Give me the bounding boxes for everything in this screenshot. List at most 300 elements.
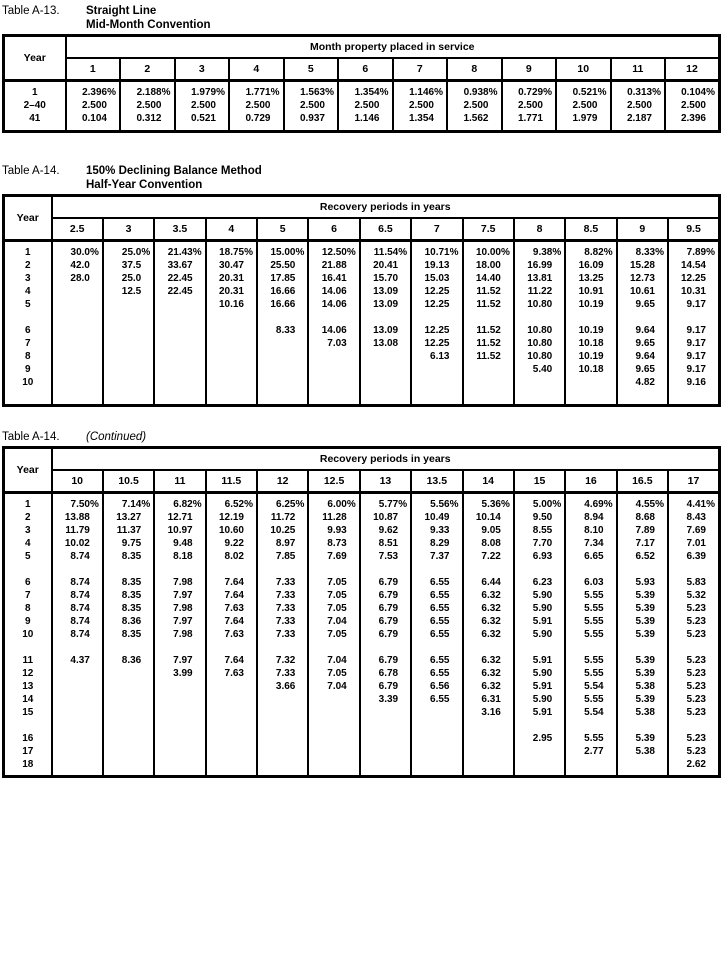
value-cell: 5.77%: [360, 493, 411, 512]
value-cell: 10.61: [617, 285, 668, 298]
value-cell: 13.08: [360, 337, 411, 350]
value-cell: 6.55: [411, 602, 462, 615]
value-cell: 13.27: [103, 511, 154, 524]
value-cell: 12.71: [154, 511, 205, 524]
column-header: 9: [502, 58, 557, 81]
column-header: 10.5: [103, 470, 154, 493]
value-cell: [206, 732, 257, 745]
value-cell: 8.74: [52, 628, 103, 641]
value-cell: [257, 363, 308, 376]
value-cell: 7.04: [308, 680, 359, 693]
value-cell: [103, 732, 154, 745]
value-cell: 9.33: [411, 524, 462, 537]
value-cell: [154, 337, 205, 350]
value-cell: [257, 693, 308, 706]
value-cell: 9.75: [103, 537, 154, 550]
value-cell: 6.79: [360, 589, 411, 602]
value-cell: 7.33: [257, 602, 308, 615]
value-cell: 7.33: [257, 576, 308, 589]
declining-balance-half-year-table-continued: [2, 446, 721, 778]
value-cell: 5.23: [668, 654, 720, 667]
value-cell: 9.65: [617, 298, 668, 311]
table-a14-continued-caption: [2, 430, 722, 444]
value-cell: 1.771%: [229, 81, 284, 100]
value-cell: 7.64: [206, 576, 257, 589]
column-header: 4: [229, 58, 284, 81]
value-cell: [360, 376, 411, 406]
value-cell: 6.44: [463, 576, 514, 589]
value-cell: 10.71%: [411, 241, 462, 260]
value-cell: [514, 745, 565, 758]
spacer-row: [4, 563, 720, 576]
column-header: 12.5: [308, 470, 359, 493]
value-cell: 14.06: [308, 298, 359, 311]
value-cell: 7.85: [257, 550, 308, 563]
value-cell: 2.77: [565, 745, 616, 758]
value-cell: [360, 732, 411, 745]
value-cell: 5.56%: [411, 493, 462, 512]
spacer-cell: [411, 311, 462, 324]
value-cell: 0.521: [175, 112, 230, 132]
value-cell: 11.72: [257, 511, 308, 524]
value-cell: 13.88: [52, 511, 103, 524]
value-cell: 6.79: [360, 576, 411, 589]
year-cell: 14: [4, 693, 52, 706]
value-cell: 5.55: [565, 602, 616, 615]
value-cell: 6.65: [565, 550, 616, 563]
value-cell: 2.500: [284, 99, 339, 112]
value-cell: 2.500: [556, 99, 611, 112]
value-cell: 1.979: [556, 112, 611, 132]
value-cell: 6.55: [411, 628, 462, 641]
value-cell: 10.97: [154, 524, 205, 537]
column-header: 13: [360, 470, 411, 493]
year-cell: 3: [4, 272, 52, 285]
value-cell: 16.66: [257, 285, 308, 298]
value-cell: 5.55: [565, 693, 616, 706]
value-cell: 5.23: [668, 732, 720, 745]
value-cell: 9.22: [206, 537, 257, 550]
value-cell: 5.38: [617, 680, 668, 693]
value-cell: 7.14%: [103, 493, 154, 512]
value-cell: 6.79: [360, 602, 411, 615]
table-row: [4, 272, 720, 285]
value-cell: 11.52: [463, 350, 514, 363]
value-cell: 9.17: [668, 350, 720, 363]
value-cell: 11.52: [463, 337, 514, 350]
spacer-cell: [52, 719, 103, 732]
value-cell: 2.95: [514, 732, 565, 745]
spacer-cell: [411, 563, 462, 576]
value-cell: [52, 680, 103, 693]
year-cell: 1: [4, 493, 52, 512]
value-cell: [103, 667, 154, 680]
value-cell: 6.82%: [154, 493, 205, 512]
spacer-cell: [206, 311, 257, 324]
value-cell: 7.69: [668, 524, 720, 537]
value-cell: 2.500: [66, 99, 121, 112]
value-cell: 8.33%: [617, 241, 668, 260]
value-cell: 7.34: [565, 537, 616, 550]
value-cell: [257, 350, 308, 363]
value-cell: 7.89: [617, 524, 668, 537]
spacer-row: [4, 641, 720, 654]
value-cell: 6.55: [411, 654, 462, 667]
column-header: 2: [120, 58, 175, 81]
column-header: 3: [175, 58, 230, 81]
year-column-header: Year: [4, 36, 66, 81]
value-cell: 21.43%: [154, 241, 205, 260]
value-cell: 7.37: [411, 550, 462, 563]
year-cell: 9: [4, 363, 52, 376]
spacer-cell: [308, 641, 359, 654]
value-cell: 8.74: [52, 615, 103, 628]
value-cell: 5.23: [668, 628, 720, 641]
table-a14-continued-label: Table A-14.: [2, 431, 60, 443]
value-cell: 0.521%: [556, 81, 611, 100]
value-cell: 22.45: [154, 285, 205, 298]
value-cell: 7.64: [206, 615, 257, 628]
value-cell: 7.97: [154, 615, 205, 628]
value-cell: 2.500: [665, 99, 720, 112]
value-cell: 5.36%: [463, 493, 514, 512]
value-cell: 2.187: [611, 112, 666, 132]
value-cell: 10.18: [565, 363, 616, 376]
table-row: [4, 745, 720, 758]
value-cell: 8.08: [463, 537, 514, 550]
value-cell: 6.25%: [257, 493, 308, 512]
spacer-cell: [360, 641, 411, 654]
column-header: 5: [257, 218, 308, 241]
value-cell: 7.05: [308, 576, 359, 589]
table-row: [4, 706, 720, 719]
value-cell: 25.0%: [103, 241, 154, 260]
value-cell: [308, 693, 359, 706]
value-cell: [257, 732, 308, 745]
value-cell: [154, 732, 205, 745]
spacer-cell: [257, 719, 308, 732]
value-cell: [206, 706, 257, 719]
value-cell: 9.48: [154, 537, 205, 550]
table-row: [4, 732, 720, 745]
value-cell: 5.91: [514, 680, 565, 693]
value-cell: 5.55: [565, 732, 616, 745]
year-cell: 8: [4, 350, 52, 363]
spacer-cell: [565, 311, 616, 324]
declining-balance-half-year-table: [2, 194, 721, 407]
column-header: 12: [257, 470, 308, 493]
value-cell: [257, 745, 308, 758]
value-cell: 7.97: [154, 654, 205, 667]
value-cell: 6.39: [668, 550, 720, 563]
spacer-cell: [668, 563, 720, 576]
table-row: [4, 285, 720, 298]
value-cell: [154, 376, 205, 406]
column-header: 7: [393, 58, 448, 81]
value-cell: [154, 324, 205, 337]
value-cell: 4.69%: [565, 493, 616, 512]
value-cell: 9.64: [617, 324, 668, 337]
year-cell: 10: [4, 376, 52, 406]
table-row: [4, 537, 720, 550]
value-cell: 5.55: [565, 589, 616, 602]
value-cell: 12.50%: [308, 241, 359, 260]
value-cell: [411, 732, 462, 745]
spacer-cell: [514, 719, 565, 732]
value-cell: 7.50%: [52, 493, 103, 512]
value-cell: 2.500: [502, 99, 557, 112]
table-row: [4, 615, 720, 628]
value-cell: 8.73: [308, 537, 359, 550]
value-cell: [103, 298, 154, 311]
column-header: 6.5: [360, 218, 411, 241]
table-row: [4, 112, 720, 132]
value-cell: 8.29: [411, 537, 462, 550]
value-cell: 7.22: [463, 550, 514, 563]
value-cell: 2.500: [229, 99, 284, 112]
value-cell: [154, 363, 205, 376]
table-row: [4, 589, 720, 602]
value-cell: 1.979%: [175, 81, 230, 100]
value-cell: 20.31: [206, 272, 257, 285]
value-cell: 10.87: [360, 511, 411, 524]
value-cell: 9.17: [668, 324, 720, 337]
value-cell: 7.04: [308, 615, 359, 628]
value-cell: [463, 363, 514, 376]
year-cell: 5: [4, 298, 52, 311]
value-cell: 8.35: [103, 602, 154, 615]
value-cell: [308, 350, 359, 363]
spacer-cell: [4, 311, 52, 324]
value-cell: 8.74: [52, 589, 103, 602]
value-cell: 9.65: [617, 363, 668, 376]
value-cell: 14.54: [668, 259, 720, 272]
value-cell: [411, 745, 462, 758]
value-cell: 0.312: [120, 112, 175, 132]
column-header: 10: [556, 58, 611, 81]
spacer-cell: [4, 641, 52, 654]
value-cell: [52, 758, 103, 777]
column-header: 7.5: [463, 218, 514, 241]
value-cell: [103, 350, 154, 363]
spacer-cell: [565, 641, 616, 654]
value-cell: 9.65: [617, 337, 668, 350]
value-cell: 7.01: [668, 537, 720, 550]
value-cell: [52, 363, 103, 376]
year-cell: 7: [4, 337, 52, 350]
value-cell: 11.52: [463, 324, 514, 337]
value-cell: 5.55: [565, 654, 616, 667]
value-cell: 6.79: [360, 654, 411, 667]
value-cell: 5.38: [617, 745, 668, 758]
value-cell: 7.63: [206, 628, 257, 641]
value-cell: 10.00%: [463, 241, 514, 260]
value-cell: 8.02: [206, 550, 257, 563]
value-cell: 9.93: [308, 524, 359, 537]
value-cell: 5.90: [514, 602, 565, 615]
value-cell: 10.31: [668, 285, 720, 298]
value-cell: 5.90: [514, 667, 565, 680]
spacer-cell: [617, 563, 668, 576]
value-cell: 6.23: [514, 576, 565, 589]
spacer-cell: [257, 311, 308, 324]
table-a13-title-line2: Mid-Month Convention: [86, 19, 211, 31]
spacer-cell: [52, 311, 103, 324]
year-cell: 11: [4, 654, 52, 667]
value-cell: [154, 298, 205, 311]
table-a14-caption: [2, 164, 722, 192]
value-cell: 8.74: [52, 602, 103, 615]
value-cell: 6.52%: [206, 493, 257, 512]
table-a13-label: Table A-13.: [2, 5, 60, 17]
value-cell: 11.54%: [360, 241, 411, 260]
value-cell: [154, 745, 205, 758]
value-cell: [514, 758, 565, 777]
value-cell: 10.19: [565, 298, 616, 311]
year-cell: 4: [4, 537, 52, 550]
value-cell: 2.500: [611, 99, 666, 112]
value-cell: 13.25: [565, 272, 616, 285]
value-cell: 15.00%: [257, 241, 308, 260]
value-cell: [52, 693, 103, 706]
column-header: 9: [617, 218, 668, 241]
value-cell: [52, 337, 103, 350]
value-cell: [360, 363, 411, 376]
value-cell: 4.55%: [617, 493, 668, 512]
year-cell: 2–40: [4, 99, 66, 112]
value-cell: 6.32: [463, 667, 514, 680]
value-cell: 12.5: [103, 285, 154, 298]
value-cell: 9.17: [668, 337, 720, 350]
value-cell: 3.99: [154, 667, 205, 680]
spacer-cell: [206, 563, 257, 576]
year-column-header: Year: [4, 196, 52, 241]
table-a14-title: [86, 164, 262, 192]
value-cell: 3.66: [257, 680, 308, 693]
value-cell: 15.28: [617, 259, 668, 272]
value-cell: 4.82: [617, 376, 668, 406]
value-cell: [360, 745, 411, 758]
value-cell: 0.313%: [611, 81, 666, 100]
value-cell: 21.88: [308, 259, 359, 272]
spacer-cell: [463, 563, 514, 576]
value-cell: [360, 758, 411, 777]
column-header: 13.5: [411, 470, 462, 493]
value-cell: 6.00%: [308, 493, 359, 512]
value-cell: [206, 363, 257, 376]
value-cell: 1.562: [447, 112, 502, 132]
value-cell: 5.54: [565, 680, 616, 693]
value-cell: [103, 337, 154, 350]
value-cell: 2.500: [338, 99, 393, 112]
value-cell: 20.41: [360, 259, 411, 272]
value-cell: 8.51: [360, 537, 411, 550]
value-cell: 7.05: [308, 589, 359, 602]
value-cell: 6.03: [565, 576, 616, 589]
value-cell: 6.32: [463, 680, 514, 693]
value-cell: [206, 693, 257, 706]
column-header: 11: [154, 470, 205, 493]
year-column-header: Year: [4, 448, 52, 493]
column-header: 16.5: [617, 470, 668, 493]
value-cell: [463, 758, 514, 777]
spacer-cell: [4, 563, 52, 576]
value-cell: 8.35: [103, 550, 154, 563]
value-cell: 5.40: [514, 363, 565, 376]
value-cell: 19.13: [411, 259, 462, 272]
value-cell: 5.23: [668, 602, 720, 615]
spacer-cell: [617, 311, 668, 324]
spacer-cell: [103, 641, 154, 654]
value-cell: 12.25: [411, 298, 462, 311]
group-column-header: Recovery periods in years: [52, 196, 720, 219]
year-cell: 7: [4, 589, 52, 602]
spacer-cell: [308, 311, 359, 324]
table-row: [4, 99, 720, 112]
column-header: 14: [463, 470, 514, 493]
table-a14-title-line2: Half-Year Convention: [86, 179, 203, 191]
value-cell: 5.91: [514, 706, 565, 719]
value-cell: 13.09: [360, 324, 411, 337]
year-cell: 8: [4, 602, 52, 615]
value-cell: [463, 376, 514, 406]
table-row: [4, 628, 720, 641]
value-cell: 7.32: [257, 654, 308, 667]
spacer-row: [4, 719, 720, 732]
value-cell: 11.52: [463, 298, 514, 311]
value-cell: 2.396: [665, 112, 720, 132]
value-cell: 6.52: [617, 550, 668, 563]
table-a14-label: Table A-14.: [2, 165, 60, 177]
table-row: [4, 654, 720, 667]
value-cell: 8.74: [52, 576, 103, 589]
value-cell: [308, 363, 359, 376]
spacer-cell: [360, 719, 411, 732]
value-cell: 11.22: [514, 285, 565, 298]
value-cell: 10.60: [206, 524, 257, 537]
value-cell: [52, 667, 103, 680]
value-cell: 37.5: [103, 259, 154, 272]
value-cell: 12.73: [617, 272, 668, 285]
column-header: 11.5: [206, 470, 257, 493]
spacer-cell: [514, 563, 565, 576]
value-cell: [206, 745, 257, 758]
value-cell: 5.39: [617, 654, 668, 667]
value-cell: 8.55: [514, 524, 565, 537]
value-cell: [206, 758, 257, 777]
value-cell: 12.19: [206, 511, 257, 524]
value-cell: [257, 758, 308, 777]
value-cell: [308, 745, 359, 758]
value-cell: 8.97: [257, 537, 308, 550]
value-cell: 6.32: [463, 615, 514, 628]
table-row: [4, 81, 720, 100]
year-cell: 2: [4, 259, 52, 272]
value-cell: 2.500: [120, 99, 175, 112]
spacer-cell: [463, 719, 514, 732]
spacer-cell: [206, 641, 257, 654]
value-cell: 0.104%: [665, 81, 720, 100]
table-row: [4, 693, 720, 706]
value-cell: 10.19: [565, 350, 616, 363]
value-cell: 16.66: [257, 298, 308, 311]
spacer-cell: [257, 563, 308, 576]
value-cell: [463, 732, 514, 745]
column-header: 9.5: [668, 218, 720, 241]
year-cell: 12: [4, 667, 52, 680]
column-header: 15: [514, 470, 565, 493]
year-cell: 17: [4, 745, 52, 758]
